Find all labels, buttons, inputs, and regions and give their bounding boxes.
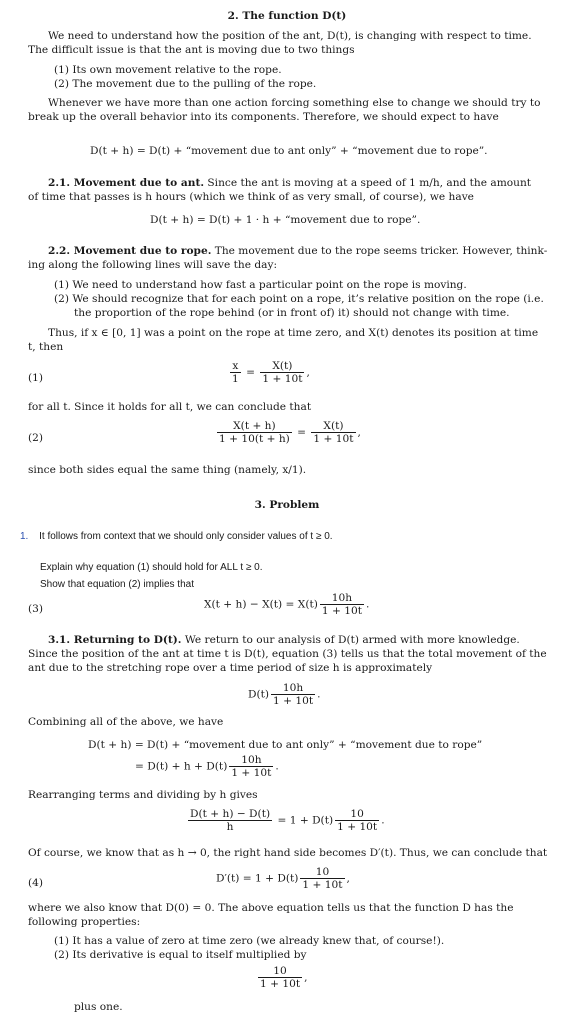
fraction — [335, 808, 379, 833]
list-item-continued: the proportion of the rope behind (or in front of) it) should not change with time. — [74, 307, 510, 319]
numerator: X(t) — [260, 360, 304, 373]
equation-combined-line-1: D(t + h) = D(t) + “movement due to ant only” + “movement due to rope” — [88, 739, 483, 751]
paragraph-line: Whenever we have more than one action forcing something else to change we should try to — [48, 97, 541, 109]
list-item: (2) Its derivative is equal to itself multiplied by — [54, 949, 307, 961]
list-item: (2) The movement due to the pulling of the rope. — [54, 78, 317, 90]
subsection-heading: 2.2. Movement due to rope. — [48, 245, 212, 257]
equation-text: D′(t) = 1 + D(t) — [216, 872, 299, 885]
denominator: 1 + 10t — [302, 879, 343, 891]
fraction — [229, 754, 273, 779]
equation-3: X(t + h) − X(t) = X(t) $\frac{10h}{1 + 10t}$ . — [204, 592, 370, 617]
numerator: X(t) — [311, 420, 355, 433]
equation-text: X(t + h) − X(t) = X(t) — [204, 598, 318, 611]
equation-text: D(t) — [248, 688, 270, 701]
paragraph-line: Of course, we know that as h → 0, the right hand side becomes D′(t). Thus, we can conclude that — [28, 847, 548, 859]
numerator: 10 — [300, 866, 344, 879]
equation-1-label: (1) — [28, 372, 44, 384]
fraction — [260, 360, 304, 385]
list-item: (1) It has a value of zero at time zero (we already knew that, of course!). — [54, 935, 445, 947]
equation-2: $\frac{X(t + h)}{1 + 10(t + h)}$ = $\frac{X(t)}{1 + 10t}$ , — [219, 420, 361, 445]
equation-2-1: D(t + h) = D(t) + 1 · h + “movement due to rope”. — [150, 214, 421, 226]
paragraph-line: ant due to the stretching rope over a time period of size h is approximately — [28, 662, 433, 674]
denominator: 1 + 10(t + h) — [219, 433, 290, 445]
paragraph-text: The movement due to the rope seems tricker. However, think- — [211, 245, 548, 257]
fraction — [230, 360, 241, 385]
equation-1: $\frac{x}{1}$ = $\frac{X(t)}{1 + 10t}$ , — [232, 360, 310, 385]
list-item: (2) We should recognize that for each point on a rope, it’s relative position on the rope (i.e. — [54, 293, 544, 305]
paragraph-line: Combining all of the above, we have — [28, 716, 224, 728]
paragraph-line: Rearranging terms and dividing by h gives — [28, 789, 258, 801]
equation-text: = D(t) + h + D(t) — [135, 760, 228, 773]
paragraph-text: We return to our analysis of D(t) armed with more knowledge. — [181, 634, 520, 646]
paragraph-line: t, then — [28, 341, 64, 353]
equation-main: D(t + h) = D(t) + “movement due to ant only” + “movement due to rope”. — [90, 145, 488, 157]
paragraph-line: We need to understand how the position of the ant, D(t), is changing with respect to time. — [48, 30, 532, 42]
numerator: X(t + h) — [217, 420, 292, 433]
equation-2-label: (2) — [28, 432, 44, 444]
list-item: (1) We need to understand how fast a particular point on the rope is moving. — [54, 279, 467, 291]
denominator: 1 + 10t — [262, 373, 303, 385]
numerator: 10 — [258, 965, 302, 978]
denominator: 1 + 10t — [273, 695, 314, 707]
fraction — [271, 682, 315, 707]
paragraph-line: where we also know that D(0) = 0. The above equation tells us that the function D has the — [28, 902, 514, 914]
fraction — [311, 420, 355, 445]
denominator: 1 + 10t — [321, 605, 362, 617]
fraction — [217, 420, 292, 445]
denominator: 1 — [232, 373, 239, 385]
numerator: 10h — [320, 592, 364, 605]
equation-text: = 1 + D(t) — [277, 814, 334, 827]
denominator: 1 + 10t — [260, 978, 301, 990]
note-text: It follows from context that we should only consider values of t ≥ 0. — [39, 531, 333, 542]
denominator: 1 + 10t — [231, 767, 272, 779]
paragraph-line: following properties: — [28, 916, 141, 928]
subsection-2-2-line — [48, 245, 547, 258]
subsection-3-1-line — [48, 634, 520, 647]
denominator: h — [226, 821, 234, 833]
final-fraction: $\frac{10}{1 + 10t}$ , — [260, 965, 308, 990]
fraction — [320, 592, 364, 617]
subsection-heading: 2.1. Movement due to ant. — [48, 177, 205, 189]
paragraph-line: for all t. Since it holds for all t, we can conclude that — [28, 401, 312, 413]
paragraph-line: The difficult issue is that the ant is moving due to two things — [28, 44, 355, 56]
subsection-heading: 3.1. Returning to D(t). — [48, 634, 182, 646]
paragraph-line: Thus, if x ∈ [0, 1] was a point on the rope at time zero, and X(t) denotes its position at time — [48, 327, 539, 339]
numerator: 10 — [335, 808, 379, 821]
fraction — [188, 808, 272, 833]
numerator: D(t + h) − D(t) — [190, 808, 271, 820]
equation-combined-line-2: = D(t) + h + D(t) $\frac{10h}{1 + 10t}$ . — [135, 754, 279, 779]
paragraph-line: plus one. — [74, 1001, 123, 1013]
paragraph-line: since both sides equal the same thing (namely, x/1). — [28, 464, 307, 476]
fraction — [258, 965, 302, 990]
exercise-line: Explain why equation (1) should hold for ALL t ≥ 0. — [40, 562, 263, 573]
paragraph-line: of time that passes is h hours (which we think of as very small, of course), we have — [28, 191, 474, 203]
note-marker: 1. — [20, 531, 29, 542]
equation-4: D′(t) = 1 + D(t) $\frac{10}{1 + 10t}$ , — [216, 866, 350, 891]
section-3-title: 3. Problem — [254, 499, 320, 511]
exercise-line: Show that equation (2) implies that — [40, 579, 194, 590]
numerator: 10h — [271, 682, 315, 695]
equation-rearranged: $\frac{D(t + h) - D(t)}{h}$ = 1 + D(t) $\frac{10}{1 + 10t}$ . — [190, 808, 385, 833]
note-line — [20, 530, 333, 543]
section-2-title: 2. The function D(t) — [227, 10, 347, 22]
numerator: 10h — [229, 754, 273, 767]
equation-approx: D(t) $\frac{10h}{1 + 10t}$ . — [248, 682, 321, 707]
subsection-2-1-line — [48, 177, 531, 190]
denominator: 1 + 10t — [313, 433, 354, 445]
denominator: 1 + 10t — [337, 821, 378, 833]
equation-4-label: (4) — [28, 877, 44, 889]
paragraph-text: Since the ant is moving at a speed of 1 m/h, and the amount — [204, 177, 532, 189]
paragraph-line: Since the position of the ant at time t is D(t), equation (3) tells us that the total movement of the — [28, 648, 547, 660]
equation-3-label: (3) — [28, 603, 44, 615]
paragraph-line: break up the overall behavior into its components. Therefore, we should expect to have — [28, 111, 499, 123]
numerator: x — [230, 360, 241, 373]
fraction — [300, 866, 344, 891]
paragraph-line: ing along the following lines will save the day: — [28, 259, 278, 271]
list-item: (1) Its own movement relative to the rope. — [54, 64, 282, 76]
